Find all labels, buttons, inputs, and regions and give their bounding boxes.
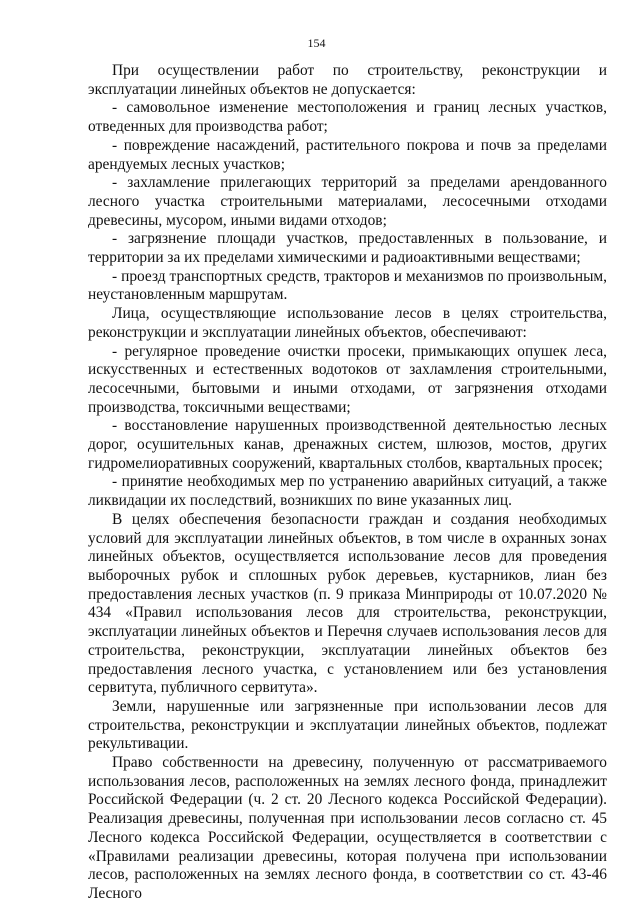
list-item: - восстановление нарушенных производственной деятельностью лесных дорог, осушительных канав, дренажных систем, шлюзов, мостов, других гидромелиоративных сооружений, квартальных столбов, квартальных просек; [88, 417, 607, 472]
page-number: 154 [307, 36, 326, 50]
paragraph: Земли, нарушенные или загрязненные при использовании лесов для строительства, реконструкции и эксплуатации линейных объектов, подлежат рекультивации. [88, 697, 607, 753]
list-item: - проезд транспортных средств, тракторов и механизмов по произвольным, неустановленным маршрутам. [88, 267, 607, 304]
paragraph: В целях обеспечения безопасности граждан и создания необходимых условий для эксплуатации линейных объектов, в том числе в охранных зонах линейных объектов, осуществляется использование лесов для проведения выборочных рубок и сплошных рубок деревьев, кустарников, лиан без предоставления лесных участков (п. 9 приказа Минприроды от 10.07.2020 № 434 «Правил использования лесов для строительства, реконструкции, эксплуатации линейных объектов и Перечня случаев использования лесов для строительства, реконструкции, эксплуатации линейных объектов без предоставления лесного участка, с установлением или без установления сервитута, публичного сервитута». [88, 510, 607, 697]
list-item: - самовольное изменение местоположения и границ лесных участков, отведенных для производства работ; [88, 99, 607, 136]
paragraph: Лица, осуществляющие использование лесов в целях строительства, реконструкции и эксплуатации линейных объектов, обеспечивают: [88, 305, 607, 341]
list-item: - регулярное проведение очистки просеки, примыкающих опушек леса, искусственных и естественных водотоков от захламления строительными, лесосечными, бытовыми и иными отходами, от загрязнения отходами производства, токсичными веществами; [88, 342, 607, 416]
paragraph: Право собственности на древесину, полученную от рассматриваемого использования лесов, расположенных на землях лесного фонда, принадлежит Российской Федерации (ч. 2 ст. 20 Лесного кодекса Российской Федерации). Реализация древесины, полученная при использовании лесов согласно ст. 45 Лесного кодекса Российской Федерации, осуществляется в соответствии с «Правилами реализации древесины, которая получена при использовании лесов, расположенных на землях лесного фонда, в соответствии со ст. 43-46 Лесного [88, 754, 607, 902]
paragraph: При осуществлении работ по строительству, реконструкции и эксплуатации линейных объектов не допускается: [88, 62, 607, 98]
list-item: - принятие необходимых мер по устранению аварийных ситуаций, а также ликвидации их последствий, возникших по вине указанных лиц. [88, 473, 607, 510]
list-item: - захламление прилегающих территорий за пределами арендованного лесного участка строительными материалами, лесосечными отходами древесины, мусором, иными видами отходов; [88, 174, 607, 229]
body-text [88, 62, 607, 904]
list-item: - повреждение насаждений, растительного покрова и почв за пределами арендуемых лесных участков; [88, 136, 607, 173]
list-item: - загрязнение площади участков, предоставленных в пользование, и территории за их пределами химическими и радиоактивными веществами; [88, 230, 607, 267]
